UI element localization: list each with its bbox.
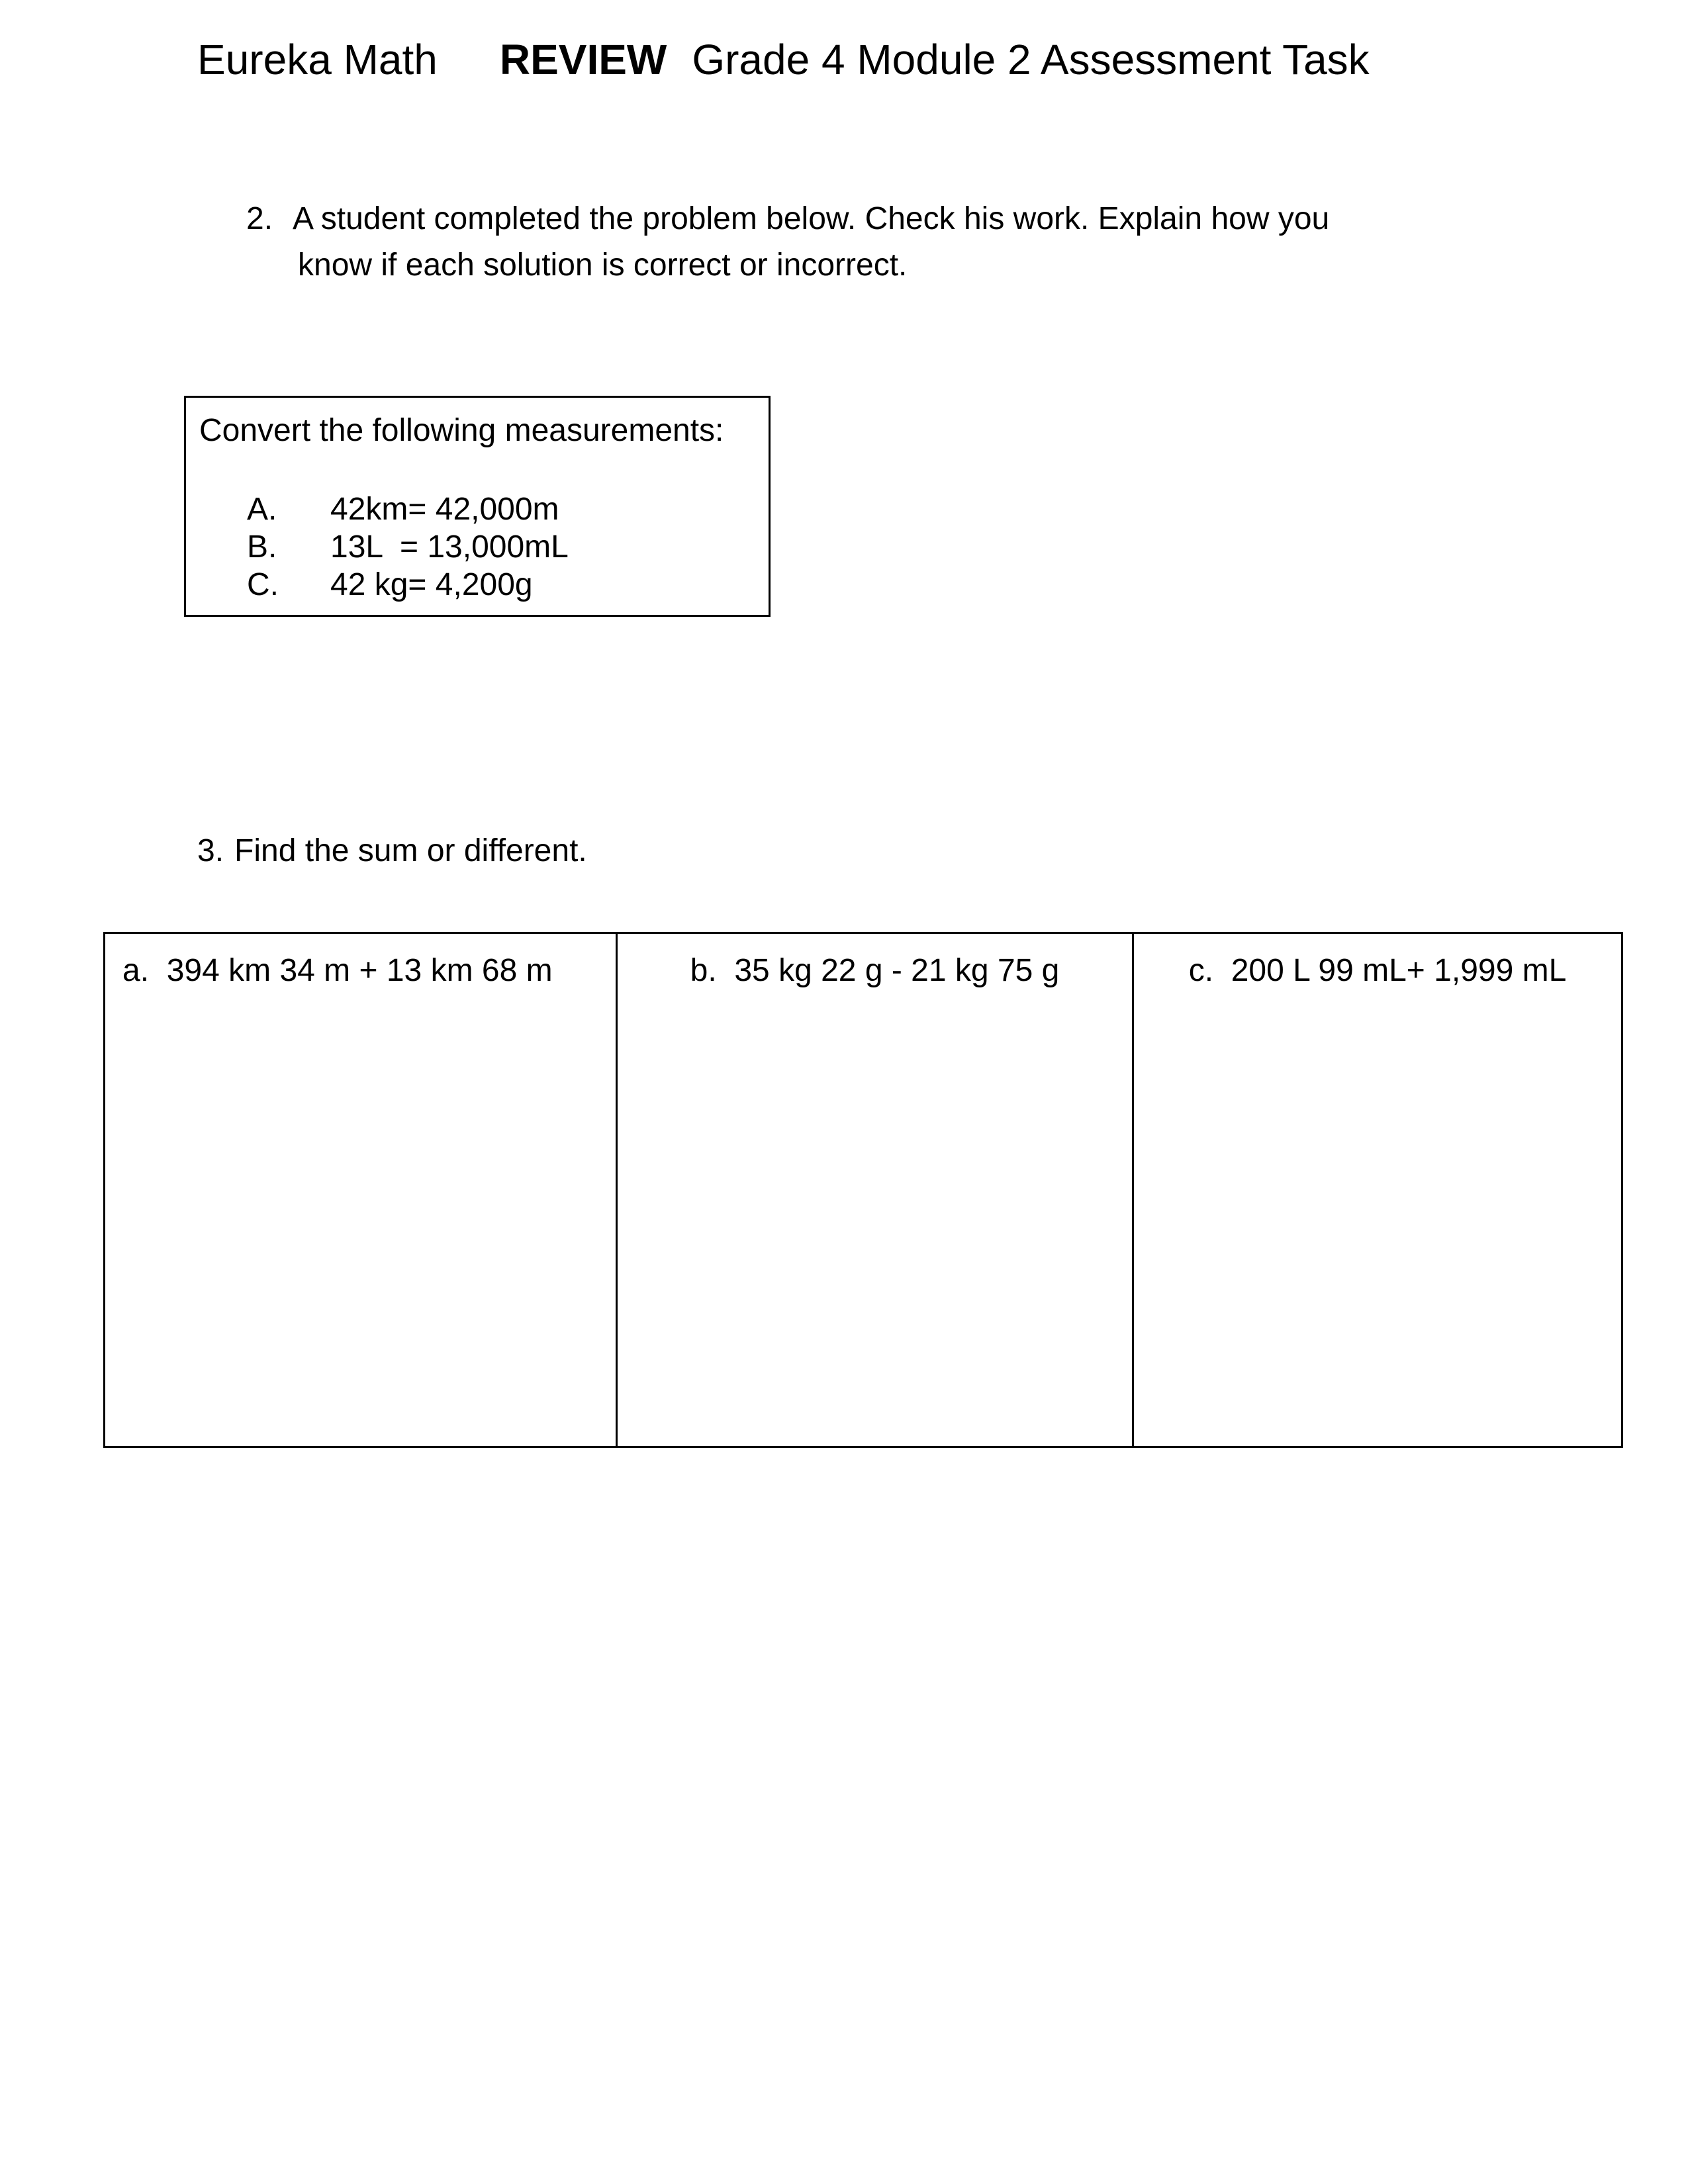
conversion-item-letter: C. — [247, 567, 279, 602]
conversion-item-text: 42km= 42,000m — [330, 492, 559, 527]
problem-text: 35 kg 22 g - 21 kg 75 g — [734, 953, 1060, 988]
question-2 — [246, 196, 1329, 289]
question-2-line-1 — [246, 196, 1329, 242]
question-3-number: 3. — [197, 833, 224, 868]
question-2-line-2: know if each solution is correct or incorrect. — [298, 248, 908, 283]
subject-name: Eureka Math — [197, 36, 438, 83]
question-3 — [197, 833, 587, 869]
conversion-item — [247, 490, 569, 528]
problem-label: c. — [1188, 953, 1214, 988]
conversion-item — [247, 528, 569, 566]
conversion-item-text: 13L = 13,000mL — [330, 529, 569, 565]
conversion-item — [247, 566, 569, 604]
problem-cell-c[interactable] — [1133, 933, 1622, 1447]
problem-text: 394 km 34 m + 13 km 68 m — [166, 953, 553, 988]
review-label: REVIEW — [499, 36, 667, 83]
problem-label: a. — [122, 953, 150, 988]
conversion-item-letter: A. — [247, 492, 277, 527]
problem-cell-a[interactable] — [105, 933, 617, 1447]
problem-text: 200 L 99 mL+ 1,999 mL — [1231, 953, 1567, 988]
conversion-box-title: Convert the following measurements: — [199, 413, 724, 448]
sum-difference-table — [103, 932, 1623, 1448]
conversion-item-text: 42 kg= 4,200g — [330, 567, 533, 602]
conversion-item-letter: B. — [247, 529, 277, 565]
table-row — [105, 933, 1622, 1447]
question-2-text-1: A student completed the problem below. Check his work. Explain how you — [293, 201, 1330, 236]
page-header — [197, 38, 1370, 81]
problem-label: b. — [690, 953, 717, 988]
page-title: Grade 4 Module 2 Assessment Task — [692, 36, 1370, 83]
problem-cell-b[interactable] — [617, 933, 1133, 1447]
question-2-number: 2. — [246, 201, 273, 236]
conversion-problem-box — [184, 396, 771, 617]
question-3-text: Find the sum or different. — [234, 833, 587, 868]
conversion-list — [247, 490, 569, 604]
